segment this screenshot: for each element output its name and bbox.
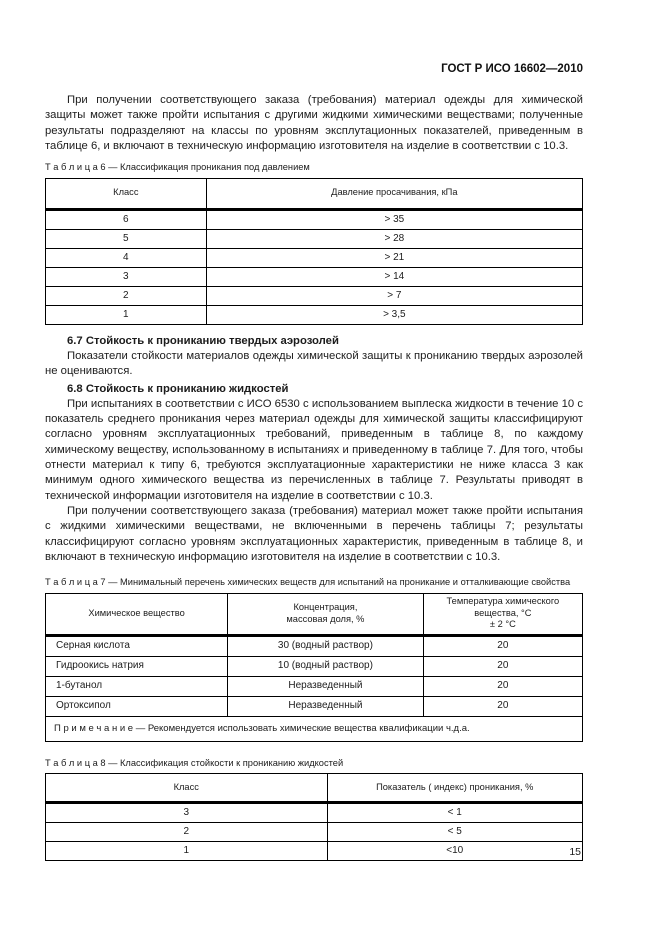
table-8-caption: Т а б л и ц а 8 — Классификация стойкости к прониканию жидкостей <box>45 757 344 768</box>
table-header-row <box>46 178 583 209</box>
table-7 <box>45 593 583 742</box>
document-header: ГОСТ Р ИСО 16602—2010 <box>441 63 583 75</box>
table-8-col-index: Показатель ( индекс) проникания, % <box>327 774 583 803</box>
table-cell-temperature: 20 <box>423 656 582 676</box>
table-cell-chemical: 1-бутанол <box>46 676 228 696</box>
table-cell-class: 6 <box>46 209 207 229</box>
table-row <box>46 229 583 248</box>
table-row <box>46 286 583 305</box>
table-6-body <box>46 209 583 324</box>
table-cell-value: < 1 <box>327 803 583 823</box>
table-cell-class: 1 <box>46 305 207 324</box>
paragraph-intro: При получении соответствующего заказа (требования) материал одежды для химической защиты может также пройти испытания с другими жидкими химическими веществами; полученные результаты подразделяют на классы по уровням эксплутационных показателей, приведенным в таблице 6, и включают в техническую информацию изготовителя на изделие в соответствии с 10.3. <box>45 94 583 152</box>
table-8-col-class: Класс <box>46 774 328 803</box>
table-cell-value: > 3,5 <box>206 305 582 324</box>
table-cell-concentration: Неразведенный <box>228 696 424 716</box>
section-6-8-paragraph-2: При получении соответствующего заказа (требования) материал может также пройти испытания с жидкими химическими веществами, не включенными в перечень таблицы 7; результаты классифицируют согласно уровням эксплуатационных характеристик, приведенным в таблице 8, и включают в техническую информацию изготовителя на изделие в соответствии с 10.3. <box>45 504 583 563</box>
table-8-body <box>46 803 583 861</box>
table-cell-value: > 35 <box>206 209 582 229</box>
table-cell-class: 2 <box>46 286 207 305</box>
page-number: 15 <box>569 846 581 858</box>
table-7-col-concentration: Концентрация, массовая доля, % <box>228 593 424 635</box>
table-7-body <box>46 635 583 741</box>
table-cell-value: > 21 <box>206 248 582 267</box>
page-content <box>45 62 583 861</box>
table-note-row <box>46 716 583 741</box>
table-row <box>46 635 583 656</box>
table-cell-temperature: 20 <box>423 635 582 656</box>
table-row <box>46 676 583 696</box>
table-7-caption: Т а б л и ц а 7 — Минимальный перечень химических веществ для испытаний на проникание и отталкивающие свойства <box>45 577 571 588</box>
table-row <box>46 656 583 676</box>
table-cell-class: 4 <box>46 248 207 267</box>
table-6-header <box>46 178 583 209</box>
table-8 <box>45 773 583 861</box>
table-cell-value: > 7 <box>206 286 582 305</box>
table-header-row <box>46 593 583 635</box>
table-cell-chemical: Ортоксипол <box>46 696 228 716</box>
table-cell-value: < 5 <box>327 823 583 842</box>
table-cell-class: 3 <box>46 267 207 286</box>
table-7-note: П р и м е ч а н и е — Рекомендуется использовать химические вещества квалификации ч.д.а. <box>46 716 583 741</box>
table-cell-class: 5 <box>46 229 207 248</box>
table-6-caption: Т а б л и ц а 6 — Классификация проникания под давлением <box>45 162 310 173</box>
table-7-col-temperature: Температура химического вещества, °С ± 2 °С <box>423 593 582 635</box>
table-row <box>46 267 583 286</box>
table-cell-value: <10 <box>327 842 583 861</box>
table-cell-class: 1 <box>46 842 328 861</box>
table-row <box>46 842 583 861</box>
table-6-col-class: Класс <box>46 178 207 209</box>
table-row <box>46 696 583 716</box>
table-cell-temperature: 20 <box>423 676 582 696</box>
table-row <box>46 803 583 823</box>
table-cell-value: > 14 <box>206 267 582 286</box>
table-cell-chemical: Серная кислота <box>46 635 228 656</box>
section-6-8-paragraph-1: При испытаниях в соответствии с ИСО 6530 с использованием выплеска жидкости в течение 10 с показатель среднего проникания через материал одежды для химической защиты классифицируют согласно уровням эксплуатационных требований, приведенным в таблице 8, по каждому химическому веществу, использованному в испытаниях и приведенному в таблице 7. Для того, чтобы отнести материал к типу 6, требуются эксплуатационные характеристики не ниже класса 3 как минимум одного химического вещества из перечисленных в таблице 7. Результаты приводят в технической информации изготовителя на изделие в соответствии с 10.3. <box>45 397 583 502</box>
table-cell-concentration: Неразведенный <box>228 676 424 696</box>
section-6-7-paragraph: Показатели стойкости материалов одежды химической защиты к прониканию твердых аэрозолей не оцениваются. <box>45 349 583 378</box>
table-cell-concentration: 10 (водный раствор) <box>228 656 424 676</box>
table-cell-concentration: 30 (водный раствор) <box>228 635 424 656</box>
table-6 <box>45 178 583 325</box>
table-cell-class: 2 <box>46 823 328 842</box>
table-row <box>46 823 583 842</box>
table-cell-value: > 28 <box>206 229 582 248</box>
table-row <box>46 305 583 324</box>
table-cell-temperature: 20 <box>423 696 582 716</box>
table-cell-class: 3 <box>46 803 328 823</box>
table-header-row <box>46 774 583 803</box>
table-8-header <box>46 774 583 803</box>
table-cell-chemical: Гидроокись натрия <box>46 656 228 676</box>
table-row <box>46 248 583 267</box>
table-7-header <box>46 593 583 635</box>
section-6-7-heading: 6.7 Стойкость к прониканию твердых аэрозолей <box>67 334 339 347</box>
table-7-col-chemical: Химическое вещество <box>46 593 228 635</box>
section-6-8-heading: 6.8 Стойкость к прониканию жидкостей <box>67 382 289 395</box>
table-row <box>46 209 583 229</box>
table-6-col-pressure: Давление просачивания, кПа <box>206 178 582 209</box>
